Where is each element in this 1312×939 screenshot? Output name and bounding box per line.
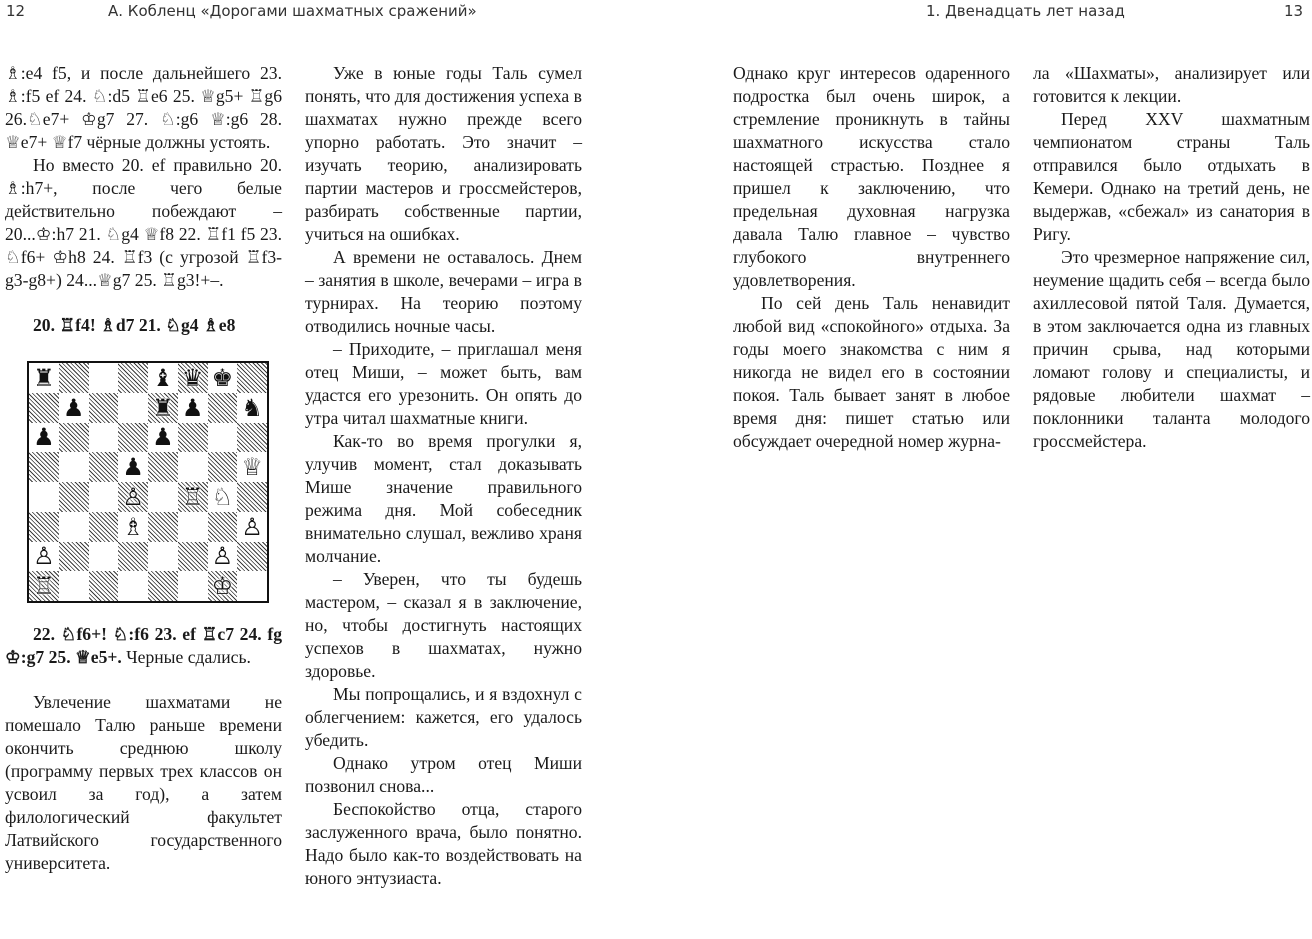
square-c8	[89, 363, 119, 393]
square-g4	[208, 482, 238, 512]
square-a6	[29, 423, 59, 453]
paragraph: Но вместо 20. ef правильно 20. ♗:h7+, после чего белые действительно побеждают – 20...♔:h7 21. ♘g4 ♕f8 22. ♖f1 f5 23. ♘f6+ ♔h8 24. ♖f3 (с угрозой ♖f3-g3-g8+) 24...♕g7 25. ♖g3!+–.	[5, 155, 282, 290]
square-e7	[148, 393, 178, 423]
page-number-left: 12	[6, 2, 26, 20]
paragraph: Перед XXV шахматным чемпионатом страны Таль отправился было отдыхать в Кемери. Однако на третий день, не выдержав, «сбежал» из санатория в Ригу.	[1033, 109, 1310, 244]
chess-piece-icon: ♖	[181, 482, 204, 511]
square-d4	[118, 482, 148, 512]
chess-board	[29, 363, 267, 601]
chess-piece-icon: ♛	[181, 363, 204, 392]
square-d7	[118, 393, 148, 423]
square-d5	[118, 452, 148, 482]
square-e8	[148, 363, 178, 393]
square-d1	[118, 571, 148, 601]
square-g7	[208, 393, 238, 423]
game-moves: 20. ♖f4! ♗d7 21. ♘g4 ♗e8	[33, 315, 236, 335]
square-h3	[237, 512, 267, 542]
paragraph: А времени не оставалось. Днем – занятия в школе, вечерами – игра в турнирах. На теорию поэтому отводились ночные часы.	[305, 247, 582, 336]
square-h6	[237, 423, 267, 453]
chess-piece-icon: ♙	[122, 482, 144, 511]
paragraph: Это чрезмерное напряжение сил, неумение щадить себя – всегда было ахиллесовой пятой Таля. Думается, в этом заключается одна из главных причин срыва, над которыми ломают голову и специалисты, и рядовые любители шахмат – поклонники таланта молодого гроссмейстера.	[1033, 247, 1310, 451]
square-g8	[208, 363, 238, 393]
square-f6	[178, 423, 208, 453]
square-h1	[237, 571, 267, 601]
running-head-right: 1. Двенадцать лет назад	[926, 2, 1125, 20]
chess-piece-icon: ♚	[211, 363, 234, 392]
left-column-2	[305, 62, 582, 890]
square-a3	[29, 512, 59, 542]
page-number-right: 13	[1284, 2, 1304, 20]
square-c5	[89, 452, 119, 482]
square-g3	[208, 512, 238, 542]
square-a7	[29, 393, 59, 423]
square-b4	[59, 482, 89, 512]
square-f2	[178, 542, 208, 572]
square-h7	[237, 393, 267, 423]
result-text: Черные сдались.	[121, 647, 251, 667]
square-g5	[208, 452, 238, 482]
square-d8	[118, 363, 148, 393]
square-a4	[29, 482, 59, 512]
paragraph: По сей день Таль ненавидит любой вид «спокойного» отдыха. За годы моего знакомства с ним я никогда не видел его в состоянии покоя. Таль бывает занят в любое время дня: пишет статью или обсуждает очередной номер журна-	[733, 293, 1010, 451]
square-b6	[59, 423, 89, 453]
square-h8	[237, 363, 267, 393]
square-b1	[59, 571, 89, 601]
square-f4	[178, 482, 208, 512]
paragraph: Уже в юные годы Таль сумел понять, что для достижения успеха в шахматах нужно прежде всего упорно работать. Это значит – изучать теорию, анализировать партии мастеров и гроссмейстеров, разбирать собственные партии, учиться на ошибках.	[305, 63, 582, 244]
square-f7	[178, 393, 208, 423]
chess-piece-icon: ♙	[33, 542, 55, 571]
chess-piece-icon: ♜	[152, 393, 174, 422]
chess-piece-icon: ♙	[241, 512, 263, 541]
square-f8	[178, 363, 208, 393]
square-h4	[237, 482, 267, 512]
square-h2	[237, 542, 267, 572]
chess-piece-icon: ♟	[33, 423, 55, 452]
square-c4	[89, 482, 119, 512]
right-column-2	[1033, 62, 1310, 453]
paragraph: ♗:e4 f5, и после дальнейшего 23. ♗:f5 ef 24. ♘:d5 ♖e6 25. ♕g5+ ♖g6 26.♘e7+ ♔g7 27. ♘:g6 ♕:g6 28. ♕e7+ ♕f7 чёрные должны устоять.	[5, 63, 282, 152]
left-column-1	[5, 62, 282, 875]
square-c1	[89, 571, 119, 601]
chess-piece-icon: ♖	[33, 572, 55, 601]
square-c6	[89, 423, 119, 453]
chess-piece-icon: ♕	[241, 453, 263, 482]
chess-piece-icon: ♝	[152, 363, 174, 392]
square-b8	[59, 363, 89, 393]
chess-piece-icon: ♙	[211, 542, 234, 571]
square-g2	[208, 542, 238, 572]
square-b7	[59, 393, 89, 423]
square-e2	[148, 542, 178, 572]
square-b3	[59, 512, 89, 542]
square-e3	[148, 512, 178, 542]
square-g6	[208, 423, 238, 453]
chess-piece-icon: ♔	[211, 572, 234, 601]
square-e4	[148, 482, 178, 512]
square-a8	[29, 363, 59, 393]
chess-piece-icon: ♜	[33, 363, 55, 392]
paragraph: – Уверен, что ты будешь мастером, – сказал я в заключение, но, чтобы достигнуть настоящих успехов в шахматах, нужно здоровье.	[305, 569, 582, 681]
chess-piece-icon: ♟	[181, 393, 204, 422]
paragraph	[5, 623, 282, 669]
square-c7	[89, 393, 119, 423]
paragraph: Беспокойство отца, старого заслуженного врача, было понятно. Надо было как-то воздействовать на юного энтузиаста.	[305, 799, 582, 888]
paragraph: ла «Шахматы», анализирует или готовится к лекции.	[1033, 63, 1310, 106]
chess-diagram	[27, 361, 269, 603]
paragraph: Увлечение шахматами не помешало Талю раньше времени окончить среднюю школу (программу первых трех классов он усвоил за год), а затем филологический факультет Латвийского государственного университета.	[5, 692, 282, 873]
chess-piece-icon: ♘	[211, 482, 234, 511]
square-h5	[237, 452, 267, 482]
paragraph: Однако утром отец Миши позвонил снова...	[305, 753, 582, 796]
square-a5	[29, 452, 59, 482]
square-a1	[29, 571, 59, 601]
square-b2	[59, 542, 89, 572]
right-page	[656, 0, 1312, 939]
paragraph: Мы попрощались, и я вздохнул с облегчением: кажется, его удалось убедить.	[305, 684, 582, 750]
square-c3	[89, 512, 119, 542]
square-b5	[59, 452, 89, 482]
chess-piece-icon: ♗	[122, 512, 144, 541]
chess-piece-icon: ♟	[62, 393, 85, 422]
right-column-1	[733, 62, 1010, 453]
square-a2	[29, 542, 59, 572]
running-head-left: А. Кобленц «Дорогами шахматных сражений»	[108, 2, 477, 20]
square-d2	[118, 542, 148, 572]
paragraph: – Приходите, – приглашал меня отец Миши, – может быть, вам удастся его урезонить. Он опять до утра читал шахматные книги.	[305, 339, 582, 428]
square-e6	[148, 423, 178, 453]
square-f3	[178, 512, 208, 542]
square-g1	[208, 571, 238, 601]
paragraph: Однако круг интересов одаренного подростка был очень широк, а стремление проникнуть в тайны шахматного искусства стало настоящей страстью. Позднее я пришел к заключению, что предельная духовная нагрузка давала Талю главное – чувство глубокого внутреннего удовлетворения.	[733, 63, 1010, 290]
square-f1	[178, 571, 208, 601]
square-e5	[148, 452, 178, 482]
chess-piece-icon: ♟	[122, 453, 144, 482]
square-f5	[178, 452, 208, 482]
square-e1	[148, 571, 178, 601]
paragraph: Как-то во время прогулки я, улучив момент, стал доказывать Мише значение правильного режима дня. Мой собеседник внимательно слушал, вежливо храня молчание.	[305, 431, 582, 566]
square-d6	[118, 423, 148, 453]
chess-piece-icon: ♟	[152, 423, 174, 452]
game-moves-bold: 22. ♘f6+! ♘:f6 23. ef ♖c7 24. fg ♔:g7 25. ♕e5+.	[5, 624, 282, 667]
square-d3	[118, 512, 148, 542]
square-c2	[89, 542, 119, 572]
chess-piece-icon: ♞	[241, 393, 263, 422]
